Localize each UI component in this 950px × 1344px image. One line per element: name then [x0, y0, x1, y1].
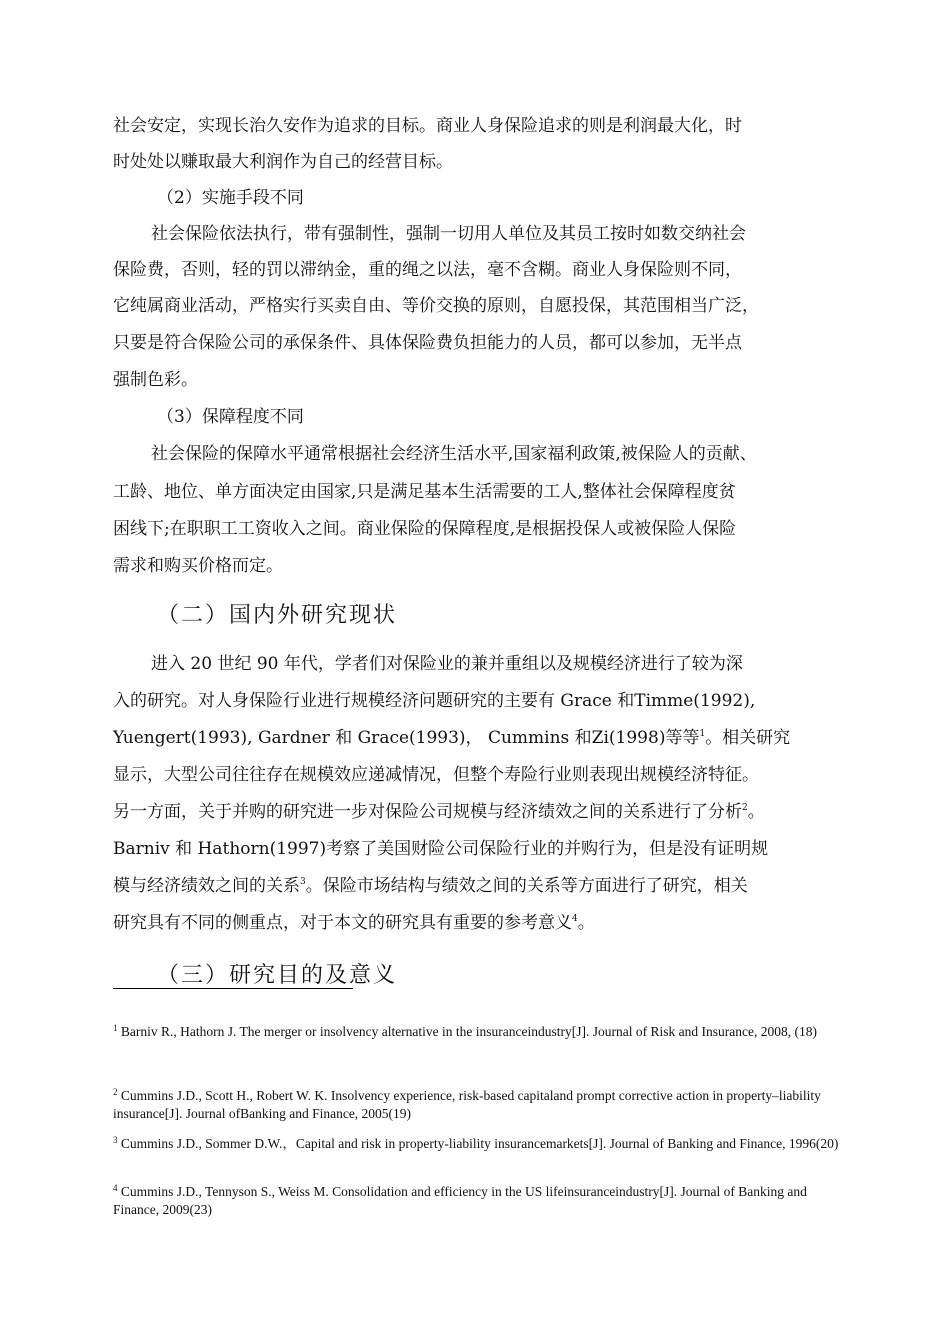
footnote: $^1$ Barniv R., Hathorn J. The merger or insolvency alternative in the insuranceindustry[J]. Journal of Risk and Insurance, 2008, (18) — [113, 1023, 817, 1039]
footnote-ref: 2 — [742, 803, 748, 813]
footnote-number: 2 — [113, 1087, 118, 1097]
body-line: 进入 20 世纪 90 年代，学者们对保险业的兼并重组以及规模经济进行了较为深 — [151, 654, 743, 674]
footnote-number: 4 — [113, 1183, 118, 1193]
body-line: 它纯属商业活动，严格实行买卖自由、等价交换的原则，自愿投保，其范围相当广泛， — [113, 296, 759, 316]
subheading-protection-level: （3）保障程度不同 — [157, 407, 304, 427]
subheading-implementation: （2）实施手段不同 — [157, 188, 304, 208]
body-line: 研究具有不同的侧重点，对于本文的研究具有重要的参考意义$^4$。 — [113, 913, 595, 933]
body-line: 显示，大型公司往往存在规模效应递减情况，但整个寿险行业则表现出规模经济特征。 — [113, 765, 759, 785]
footnote-ref: 4 — [572, 914, 578, 924]
body-line: 工龄、地位、单方面决定由国家,只是满足基本生活需要的工人,整体社会保障程度贫 — [113, 482, 736, 502]
body-line: 需求和购买价格而定。 — [113, 556, 283, 576]
footnote: $^3$ Cummins J.D., Sommer D.W.，Capital and risk in property-liability insurancemarkets[J]. Journal of Banking and Finance, 1996(20) — [113, 1135, 839, 1151]
body-line: 社会保险依法执行，带有强制性，强制一切用人单位及其员工按时如数交纳社会 — [151, 224, 746, 244]
body-line: 困线下;在职职工工资收入之间。商业保险的保障程度,是根据投保人或被保险人保险 — [113, 519, 737, 539]
body-line: 只要是符合保险公司的承保条件、具体保险费负担能力的人员，都可以参加，无半点 — [113, 333, 742, 353]
body-line: 模与经济绩效之间的关系$^3$。保险市场结构与绩效之间的关系等方面进行了研究，相关 — [113, 876, 748, 896]
footnote-number: 1 — [113, 1023, 118, 1033]
body-line: 强制色彩。 — [113, 370, 198, 390]
footnote-number: 3 — [113, 1135, 118, 1145]
footnote-ref: 3 — [300, 877, 306, 887]
footnote-divider — [113, 988, 353, 989]
body-line: 另一方面，关于并购的研究进一步对保险公司规模与经济绩效之间的关系进行了分析$^2$。 — [113, 802, 765, 822]
footnote: $^2$ Cummins J.D., Scott H., Robert W. K. Insolvency experience, risk-based capitaland prompt corrective action in property–liability insurance[J]. Journal ofBanking and Finance, 2005(19) — [113, 1087, 821, 1121]
body-line: 社会保险的保障水平通常根据社会经济生活水平,国家福利政策,被保险人的贡献、 — [151, 444, 757, 464]
footnote: $^4$ Cummins J.D., Tennyson S., Weiss M. Consolidation and efficiency in the US lifeinsuranceindustry[J]. Journal of Banking and Finance, 2009(23) — [113, 1183, 807, 1217]
body-line: 时处处以赚取最大利润作为自己的经营目标。 — [113, 152, 453, 172]
body-line: 入的研究。对人身保险行业进行规模经济问题研究的主要有 Grace 和Timme(1992), — [113, 691, 756, 711]
body-line: 保险费，否则，轻的罚以滞纳金，重的绳之以法，毫不含糊。商业人身保险则不同， — [113, 260, 742, 280]
body-line: Yuengert(1993), Gardner 和 Grace(1993)， Cummins 和Zi(1998)等等$^1$。相关研究 — [113, 728, 791, 748]
section-heading-research-status: （二）国内外研究现状 — [157, 603, 398, 628]
body-line: Barniv 和 Hathorn(1997)考察了美国财险公司保险行业的并购行为，但是没有证明规 — [113, 839, 769, 859]
section-heading-purpose: （三）研究目的及意义 — [157, 963, 398, 988]
footnote-ref: 1 — [699, 729, 706, 739]
body-line: 社会安定，实现长治久安作为追求的目标。商业人身保险追求的则是利润最大化，时 — [113, 116, 742, 136]
